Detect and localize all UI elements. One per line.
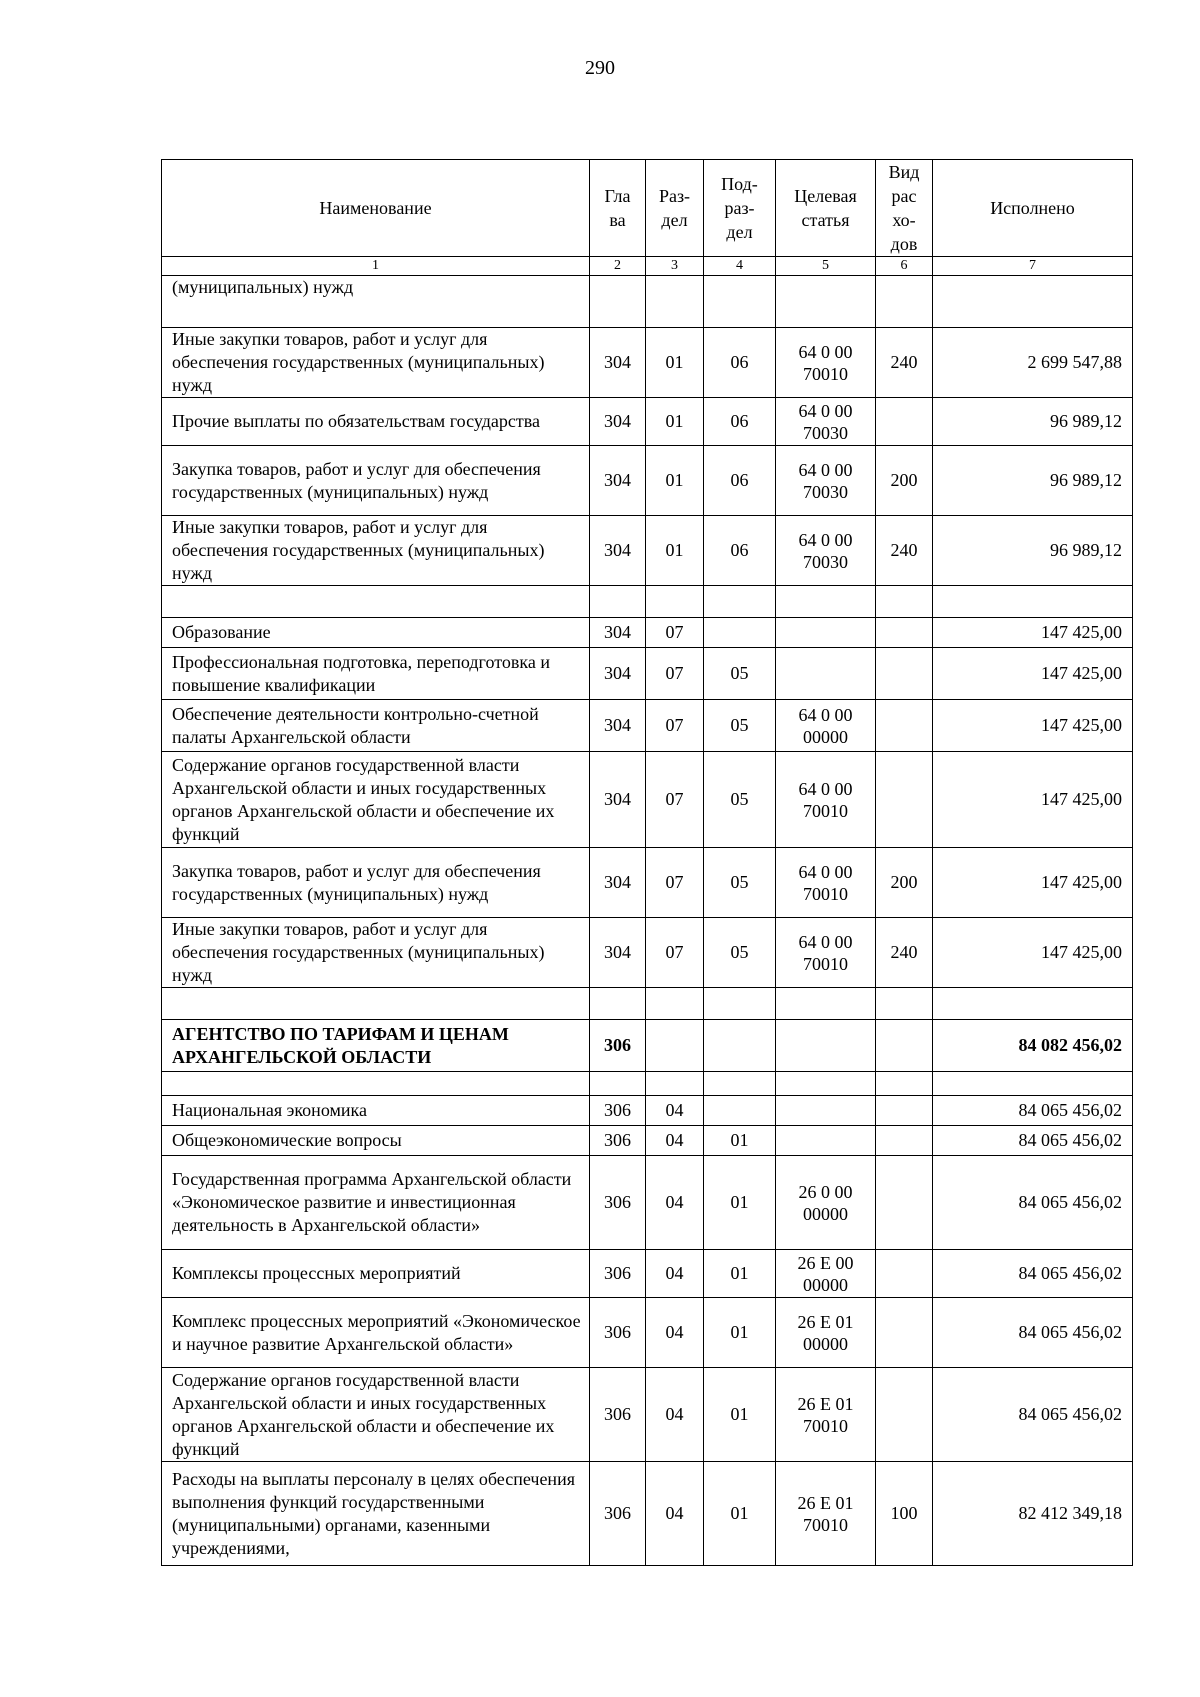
row-executed: 147 425,00 [933,700,1133,752]
row-subsection: 05 [704,752,776,848]
column-number: 1 [162,257,590,276]
row-kind: 240 [876,516,933,586]
row-name: (муниципальных) нужд [162,276,590,328]
row-chapter: 304 [590,398,646,446]
row-chapter: 304 [590,848,646,918]
row-subsection [704,586,776,618]
row-section: 01 [646,446,704,516]
header-target-text: Целевая статья [794,186,857,230]
row-kind: 240 [876,918,933,988]
row-chapter: 306 [590,1462,646,1566]
page-number: 290 [585,57,615,79]
row-kind [876,1072,933,1096]
header-chapter-text: Гла ва [604,186,631,230]
column-number: 2 [590,257,646,276]
header-kind [876,160,933,257]
row-subsection [704,1072,776,1096]
row-executed [933,988,1133,1020]
table-row [162,1298,1133,1368]
row-name: Общеэкономические вопросы [162,1126,590,1156]
row-name: Государственная программа Архангельской области «Экономическое развитие и инвестиционная деятельность в Архангельской области» [162,1156,590,1250]
row-section: 07 [646,848,704,918]
row-kind [876,398,933,446]
row-target: 26 Е 00 00000 [776,1250,876,1298]
row-subsection [704,1020,776,1072]
row-subsection [704,618,776,648]
row-subsection: 01 [704,1126,776,1156]
header-chapter [590,160,646,257]
row-chapter: 306 [590,1096,646,1126]
row-subsection: 05 [704,848,776,918]
header-name-text: Наименование [319,198,432,218]
row-subsection: 06 [704,446,776,516]
header-section [646,160,704,257]
row-name: Обеспечение деятельности контрольно-счетной палаты Архангельской области [162,700,590,752]
row-section: 07 [646,648,704,700]
row-section: 07 [646,752,704,848]
row-kind [876,618,933,648]
row-target [776,988,876,1020]
row-executed: 147 425,00 [933,752,1133,848]
row-executed: 84 065 456,02 [933,1156,1133,1250]
table-row [162,1072,1133,1096]
row-target [776,1096,876,1126]
row-name [162,586,590,618]
row-chapter [590,586,646,618]
row-target: 64 0 00 70030 [776,446,876,516]
row-kind [876,1250,933,1298]
table-row [162,918,1133,988]
row-subsection: 05 [704,700,776,752]
row-section: 07 [646,618,704,648]
column-number-row [162,257,1133,276]
row-section: 04 [646,1368,704,1462]
row-chapter: 304 [590,618,646,648]
row-section [646,276,704,328]
row-subsection: 06 [704,516,776,586]
row-subsection: 06 [704,398,776,446]
row-name: АГЕНТСТВО ПО ТАРИФАМ И ЦЕНАМ АРХАНГЕЛЬСКОЙ ОБЛАСТИ [162,1020,590,1072]
row-subsection: 01 [704,1250,776,1298]
row-subsection: 01 [704,1156,776,1250]
row-executed [933,1072,1133,1096]
row-name: Иные закупки товаров, работ и услуг для обеспечения государственных (муниципальных) нужд [162,328,590,398]
table-row [162,1096,1133,1126]
row-name: Профессиональная подготовка, переподготовка и повышение квалификации [162,648,590,700]
row-target: 64 0 00 70010 [776,328,876,398]
table-row [162,1462,1133,1566]
column-number: 3 [646,257,704,276]
row-target: 64 0 00 70030 [776,516,876,586]
row-kind [876,988,933,1020]
row-section: 04 [646,1250,704,1298]
row-target [776,276,876,328]
row-kind [876,1156,933,1250]
row-subsection: 01 [704,1462,776,1566]
header-subsection [704,160,776,257]
row-section: 01 [646,516,704,586]
row-name: Образование [162,618,590,648]
row-chapter: 306 [590,1368,646,1462]
row-target [776,586,876,618]
row-target: 64 0 00 70030 [776,398,876,446]
row-chapter: 304 [590,752,646,848]
row-kind: 100 [876,1462,933,1566]
row-kind: 200 [876,446,933,516]
row-section: 04 [646,1126,704,1156]
row-kind [876,1096,933,1126]
row-chapter: 304 [590,918,646,988]
row-chapter: 306 [590,1020,646,1072]
row-subsection: 05 [704,918,776,988]
row-name: Содержание органов государственной власти Архангельской области и иных государственных органов Архангельской области и обеспечение их функций [162,1368,590,1462]
row-target: 26 Е 01 70010 [776,1462,876,1566]
row-section: 04 [646,1462,704,1566]
table-row [162,988,1133,1020]
row-section: 01 [646,328,704,398]
table-row [162,1250,1133,1298]
table-row [162,618,1133,648]
row-name: Закупка товаров, работ и услуг для обеспечения государственных (муниципальных) нужд [162,848,590,918]
row-target [776,1020,876,1072]
row-subsection [704,988,776,1020]
table-row [162,1368,1133,1462]
row-kind [876,1298,933,1368]
row-subsection: 06 [704,328,776,398]
row-name: Комплексы процессных мероприятий [162,1250,590,1298]
table-row [162,328,1133,398]
row-kind [876,1126,933,1156]
row-kind [876,1020,933,1072]
row-chapter: 304 [590,446,646,516]
table-row [162,276,1133,328]
row-chapter [590,1072,646,1096]
header-executed [933,160,1133,257]
row-executed: 84 065 456,02 [933,1126,1133,1156]
table-row [162,700,1133,752]
row-kind [876,1368,933,1462]
row-chapter: 306 [590,1156,646,1250]
column-number: 5 [776,257,876,276]
table-row [162,398,1133,446]
row-kind: 200 [876,848,933,918]
column-number: 6 [876,257,933,276]
row-kind: 240 [876,328,933,398]
row-section: 07 [646,700,704,752]
table-row [162,516,1133,586]
row-section [646,1020,704,1072]
row-target [776,1072,876,1096]
header-subsection-text: Под- раз- дел [721,174,758,242]
row-chapter [590,988,646,1020]
row-chapter: 304 [590,516,646,586]
table-row [162,848,1133,918]
row-chapter: 306 [590,1250,646,1298]
row-kind [876,700,933,752]
row-executed [933,586,1133,618]
row-executed: 96 989,12 [933,446,1133,516]
row-kind [876,276,933,328]
row-target [776,648,876,700]
table-row [162,1020,1133,1072]
row-target: 64 0 00 00000 [776,700,876,752]
row-name: Иные закупки товаров, работ и услуг для обеспечения государственных (муниципальных) нужд [162,918,590,988]
row-name: Иные закупки товаров, работ и услуг для обеспечения государственных (муниципальных) нужд [162,516,590,586]
header-target [776,160,876,257]
table-row [162,752,1133,848]
row-executed: 2 699 547,88 [933,328,1133,398]
row-name: Содержание органов государственной власти Архангельской области и иных государственных органов Архангельской области и обеспечение их функций [162,752,590,848]
row-name [162,988,590,1020]
row-target [776,618,876,648]
row-section [646,988,704,1020]
header-executed-text: Исполнено [990,198,1075,218]
row-executed: 84 065 456,02 [933,1298,1133,1368]
table-row [162,648,1133,700]
row-subsection: 01 [704,1298,776,1368]
header-kind-text: Вид рас хо- дов [888,162,920,254]
header-section-text: Раз- дел [658,186,691,230]
row-kind [876,752,933,848]
header-name [162,160,590,257]
row-section [646,1072,704,1096]
row-chapter: 304 [590,700,646,752]
table-row [162,1126,1133,1156]
row-executed: 147 425,00 [933,618,1133,648]
row-executed: 96 989,12 [933,516,1133,586]
header-row [162,160,1133,257]
row-target: 64 0 00 70010 [776,752,876,848]
row-target: 26 Е 01 70010 [776,1368,876,1462]
table-row [162,446,1133,516]
row-name: Национальная экономика [162,1096,590,1126]
row-name: Прочие выплаты по обязательствам государства [162,398,590,446]
row-chapter: 304 [590,328,646,398]
row-executed: 84 065 456,02 [933,1096,1133,1126]
row-section [646,586,704,618]
row-section: 01 [646,398,704,446]
row-target: 26 Е 01 00000 [776,1298,876,1368]
row-executed [933,276,1133,328]
budget-table [161,159,1133,1566]
row-section: 07 [646,918,704,988]
row-executed: 147 425,00 [933,648,1133,700]
row-subsection: 01 [704,1368,776,1462]
row-kind [876,586,933,618]
row-name: Закупка товаров, работ и услуг для обеспечения государственных (муниципальных) нужд [162,446,590,516]
row-executed: 84 082 456,02 [933,1020,1133,1072]
row-name: Расходы на выплаты персоналу в целях обеспечения выполнения функций государственными (муниципальными) органами, казенными учреждениями, [162,1462,590,1566]
row-chapter [590,276,646,328]
row-kind [876,648,933,700]
row-chapter: 306 [590,1298,646,1368]
row-name: Комплекс процессных мероприятий «Экономическое и научное развитие Архангельской области» [162,1298,590,1368]
row-name [162,1072,590,1096]
row-subsection [704,276,776,328]
row-executed: 84 065 456,02 [933,1368,1133,1462]
row-subsection: 05 [704,648,776,700]
row-executed: 96 989,12 [933,398,1133,446]
column-number: 7 [933,257,1133,276]
row-chapter: 306 [590,1126,646,1156]
row-executed: 147 425,00 [933,918,1133,988]
row-chapter: 304 [590,648,646,700]
table-row [162,586,1133,618]
table-body [162,276,1133,1566]
row-executed: 147 425,00 [933,848,1133,918]
row-section: 04 [646,1096,704,1126]
row-target [776,1126,876,1156]
row-target: 64 0 00 70010 [776,848,876,918]
column-number: 4 [704,257,776,276]
table-row [162,1156,1133,1250]
row-executed: 84 065 456,02 [933,1250,1133,1298]
row-section: 04 [646,1298,704,1368]
row-target: 26 0 00 00000 [776,1156,876,1250]
row-target: 64 0 00 70010 [776,918,876,988]
row-executed: 82 412 349,18 [933,1462,1133,1566]
row-subsection [704,1096,776,1126]
row-section: 04 [646,1156,704,1250]
